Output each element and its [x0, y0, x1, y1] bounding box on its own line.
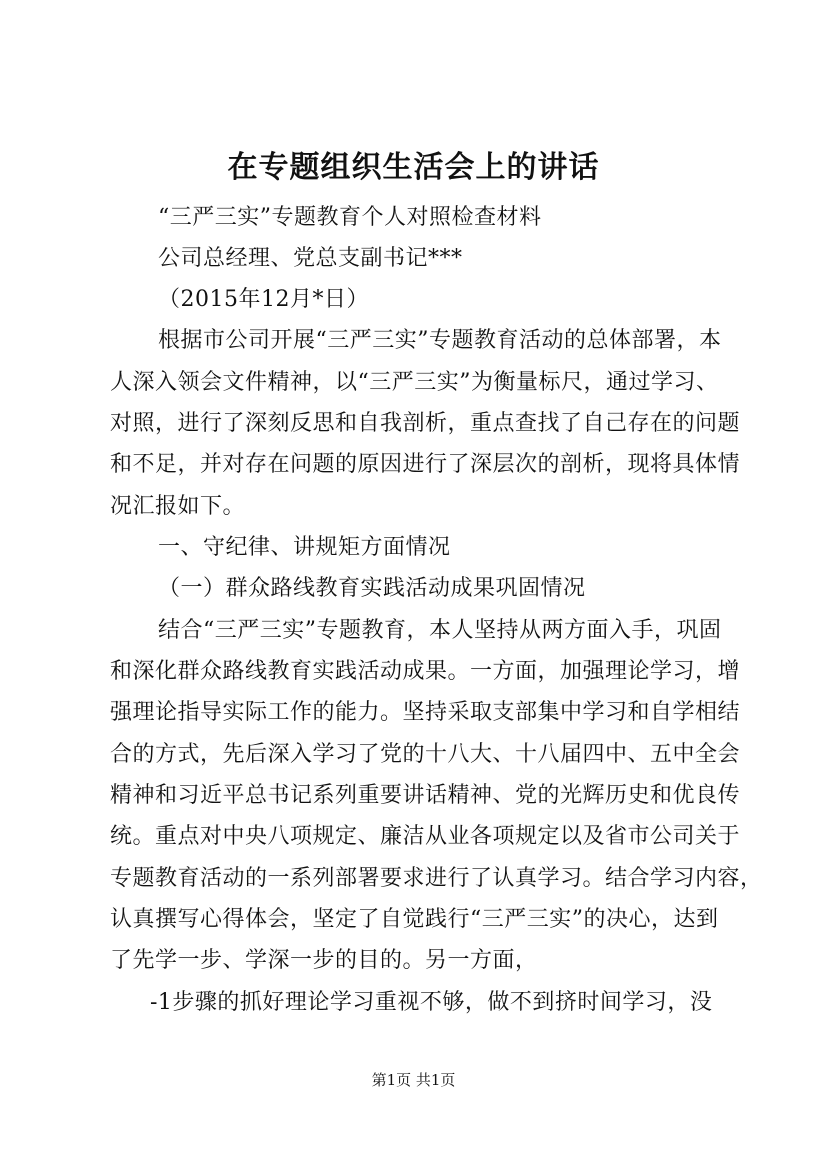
paragraph-line: 精神和习近平总书记系列重要讲话精神、党的光辉历史和优良传	[110, 783, 741, 808]
paragraph-line: -1步骤的抓好理论学习重视不够，做不到挤时间学习，没	[150, 990, 713, 1015]
paragraph-line: 结合“三严三实”专题教育，本人坚持从两方面入手，巩固	[158, 618, 722, 643]
subsection-heading: （一）群众路线教育实践活动成果巩固情况	[158, 576, 586, 601]
section-heading: 一、守纪律、讲规矩方面情况	[158, 535, 451, 560]
author-line: 公司总经理、党总支副书记***	[158, 246, 463, 271]
paragraph-line: 了先学一步、学深一步的目的。另一方面，	[110, 948, 538, 973]
paragraph-line: 和不足，并对存在问题的原因进行了深层次的剖析，现将具体情	[110, 452, 741, 477]
date-line: （2015年12月*日）	[158, 287, 369, 312]
paragraph-line: 认真撰写心得体会，坚定了自觉践行“三严三实”的决心，达到	[110, 907, 719, 932]
paragraph-line: 人深入领会文件精神，以“三严三实”为衡量标尺，通过学习、	[110, 370, 719, 395]
page-footer: 第1页 共1页	[371, 1071, 456, 1089]
document-title: 在专题组织生活会上的讲话	[227, 150, 600, 185]
subtitle-line: “三严三实”专题教育个人对照检查材料	[158, 205, 542, 230]
paragraph-line: 和深化群众路线教育实践活动成果。一方面，加强理论学习，增	[110, 659, 741, 684]
paragraph-line: 统。重点对中央八项规定、廉洁从业各项规定以及省市公司关于	[110, 824, 741, 849]
paragraph-line: 专题教育活动的一系列部署要求进行了认真学习。结合学习内容，	[110, 866, 763, 891]
paragraph-line: 况汇报如下。	[110, 494, 246, 519]
paragraph-line: 根据市公司开展“三严三实”专题教育活动的总体部署，本	[158, 328, 722, 353]
paragraph-line: 对照，进行了深刻反思和自我剖析，重点查找了自己存在的问题	[110, 411, 741, 436]
paragraph-line: 合的方式，先后深入学习了党的十八大、十八届四中、五中全会	[110, 742, 741, 767]
paragraph-line: 强理论指导实际工作的能力。坚持采取支部集中学习和自学相结	[110, 700, 741, 725]
